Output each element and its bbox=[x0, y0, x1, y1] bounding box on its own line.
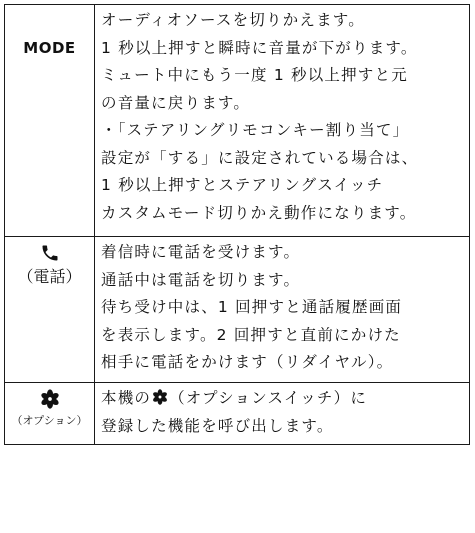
description-line: 着信時に電話を受けます。 bbox=[101, 243, 301, 261]
description-line: ミュート中にもう一度 1 秒以上押すと元 bbox=[101, 66, 408, 84]
star-icon bbox=[40, 389, 60, 409]
table-row-option bbox=[5, 383, 470, 445]
key-cell-mode bbox=[5, 5, 95, 237]
mode-button-label: MODE bbox=[23, 39, 76, 57]
desc-cell-option bbox=[95, 383, 470, 445]
description-line: ・「ステアリングリモコンキー割り当て」 bbox=[101, 121, 410, 139]
description-line bbox=[101, 385, 465, 413]
description-line: 1 秒以上押すとステアリングスイッチ bbox=[101, 176, 384, 194]
description-line: の音量に戻ります。 bbox=[101, 93, 251, 112]
description-line: 相手に電話をかけます（リダイヤル）。 bbox=[101, 353, 394, 371]
description-line: カスタムモード切りかえ動作になります。 bbox=[101, 203, 417, 222]
description-line: 待ち受け中は、1 回押すと通話履歴画面 bbox=[101, 298, 403, 316]
description-line: 登録した機能を呼び出します。 bbox=[101, 416, 334, 435]
desc-cell-phone bbox=[95, 237, 470, 383]
table-row-mode bbox=[5, 5, 470, 237]
table-row-phone bbox=[5, 237, 470, 383]
option-button-label: （オプション） bbox=[11, 414, 88, 427]
key-cell-option bbox=[5, 383, 95, 445]
description-line: 設定が「する」に設定されている場合は、 bbox=[101, 148, 419, 167]
description-text: 本機の bbox=[101, 389, 152, 407]
description-line: 1 秒以上押すと瞬時に音量が下がります。 bbox=[101, 38, 418, 57]
description-line: オーディオソースを切りかえます。 bbox=[101, 11, 365, 29]
key-cell-phone bbox=[5, 237, 95, 383]
description-text: （オプションスイッチ）に bbox=[169, 389, 368, 407]
star-icon bbox=[152, 389, 168, 405]
desc-cell-mode bbox=[95, 5, 470, 237]
phone-button-label: （電話） bbox=[17, 267, 82, 286]
phone-icon bbox=[40, 243, 60, 263]
description-line: を表示します。2 回押すと直前にかけた bbox=[101, 325, 401, 344]
button-description-table bbox=[4, 4, 470, 445]
description-line: 通話中は電話を切ります。 bbox=[101, 270, 301, 289]
